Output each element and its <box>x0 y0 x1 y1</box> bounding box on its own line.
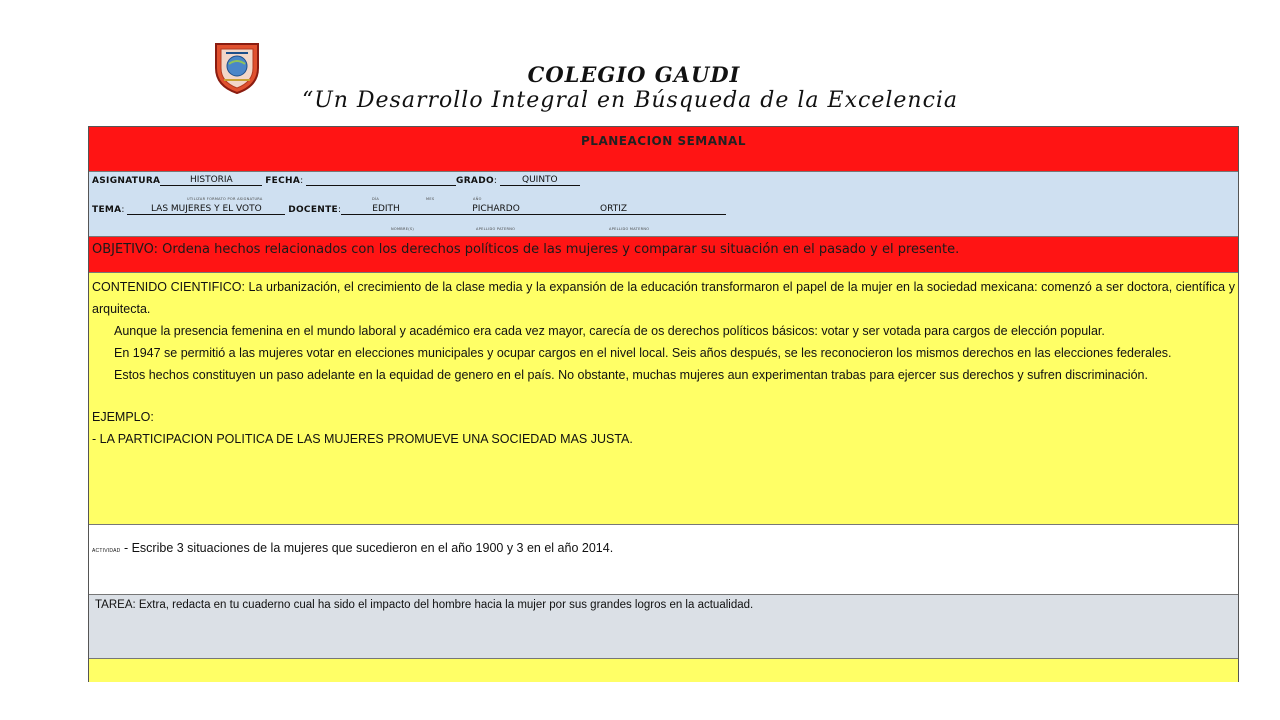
content-paragraph-3: En 1947 se permitió a las mujeres votar en elecciones municipales y ocupar cargos en el nivel local. Seis años después, se les reconocieron los mismos derechos en las elecciones federales. <box>114 346 1172 360</box>
activity-description: - Escribe 3 situaciones de la mujeres que sucedieron en el año 1900 y 3 en el año 2014. <box>120 541 614 555</box>
content-row <box>89 273 1238 525</box>
content-paragraph-4: Estos hechos constituyen un paso adelante en la equidad de genero en el país. No obstante, muchas mujeres aun experimentan trabas para ejercer sus derechos y sufren discriminación. <box>114 368 1148 382</box>
homework-text: TAREA: Extra, redacta en tu cuaderno cual ha sido el impacto del hombre hacia la mujer por sus grandes logros en la actualidad. <box>95 599 754 611</box>
grado-value: QUINTO <box>522 175 558 185</box>
homework-row <box>89 595 1238 659</box>
tiny-asignatura-note: UTILIZAR FORMATO POR ASIGNATURA <box>187 197 263 201</box>
objective-text: OBJETIVO: Ordena hechos relacionados con los derechos políticos de las mujeres y comparar su situación en el pasado y el presente. <box>92 242 960 257</box>
docente-nombre: EDITH <box>372 204 400 214</box>
tema-label: TEMA <box>92 205 122 215</box>
activity-label: ACTIVIDAD <box>92 548 121 554</box>
weekly-plan-table <box>88 126 1239 682</box>
plan-title: PLANEACION SEMANAL <box>581 134 746 148</box>
tiny-materno: APELLIDO MATERNO <box>609 227 650 231</box>
asignatura-label: ASIGNATURA <box>92 176 161 186</box>
school-name: COLEGIO GAUDI <box>527 62 741 87</box>
school-motto: “Un Desarrollo Integral en Búsqueda de la Excelencia <box>301 88 959 113</box>
tiny-nombre: NOMBRE(S) <box>391 227 415 231</box>
fecha-label: FECHA <box>265 176 301 186</box>
grado-label: GRADO <box>456 176 494 186</box>
tiny-dia: DÍA <box>372 197 380 201</box>
example-label: EJEMPLO: <box>92 410 154 424</box>
info-line-1: ASIGNATURA HISTORIA FECHA: GRADO: QUINTO <box>92 175 580 186</box>
content-paragraph-1: CONTENIDO CIENTIFICO: La urbanización, el crecimiento de la clase media y la expansión de la educación transformaron el papel de la mujer en la sociedad mexicana: comenzó a ser doctora, científica y arquitecta. <box>92 280 1235 316</box>
activity-row <box>89 525 1238 595</box>
example-item: - LA PARTICIPACION POLITICA DE LAS MUJERES PROMUEVE UNA SOCIEDAD MAS JUSTA. <box>92 432 633 446</box>
asignatura-value: HISTORIA <box>189 175 233 185</box>
tiny-paterno: APELLIDO PATERNO <box>476 227 516 231</box>
footer-row <box>89 659 1238 682</box>
objective-row <box>89 237 1238 273</box>
plan-info-row <box>89 172 1238 237</box>
docente-materno: ORTIZ <box>600 204 628 214</box>
fecha-blank <box>306 175 456 186</box>
tema-value: LAS MUJERES Y EL VOTO <box>150 204 262 214</box>
docente-label: DOCENTE <box>288 205 338 215</box>
info-line-2: TEMA: LAS MUJERES Y EL VOTO DOCENTE: EDITH PICHARDO ORTIZ <box>92 204 726 215</box>
content-text <box>92 276 1235 450</box>
tiny-ano: AÑO <box>473 197 482 201</box>
activity-text <box>92 541 613 555</box>
docente-paterno: PICHARDO <box>472 204 520 214</box>
tiny-mes: MES <box>426 197 435 201</box>
content-paragraph-2: Aunque la presencia femenina en el mundo laboral y académico era cada vez mayor, carecía de os derechos políticos básicos: votar y ser votada para cargos de elección popular. <box>114 324 1105 338</box>
plan-title-row <box>89 127 1238 172</box>
